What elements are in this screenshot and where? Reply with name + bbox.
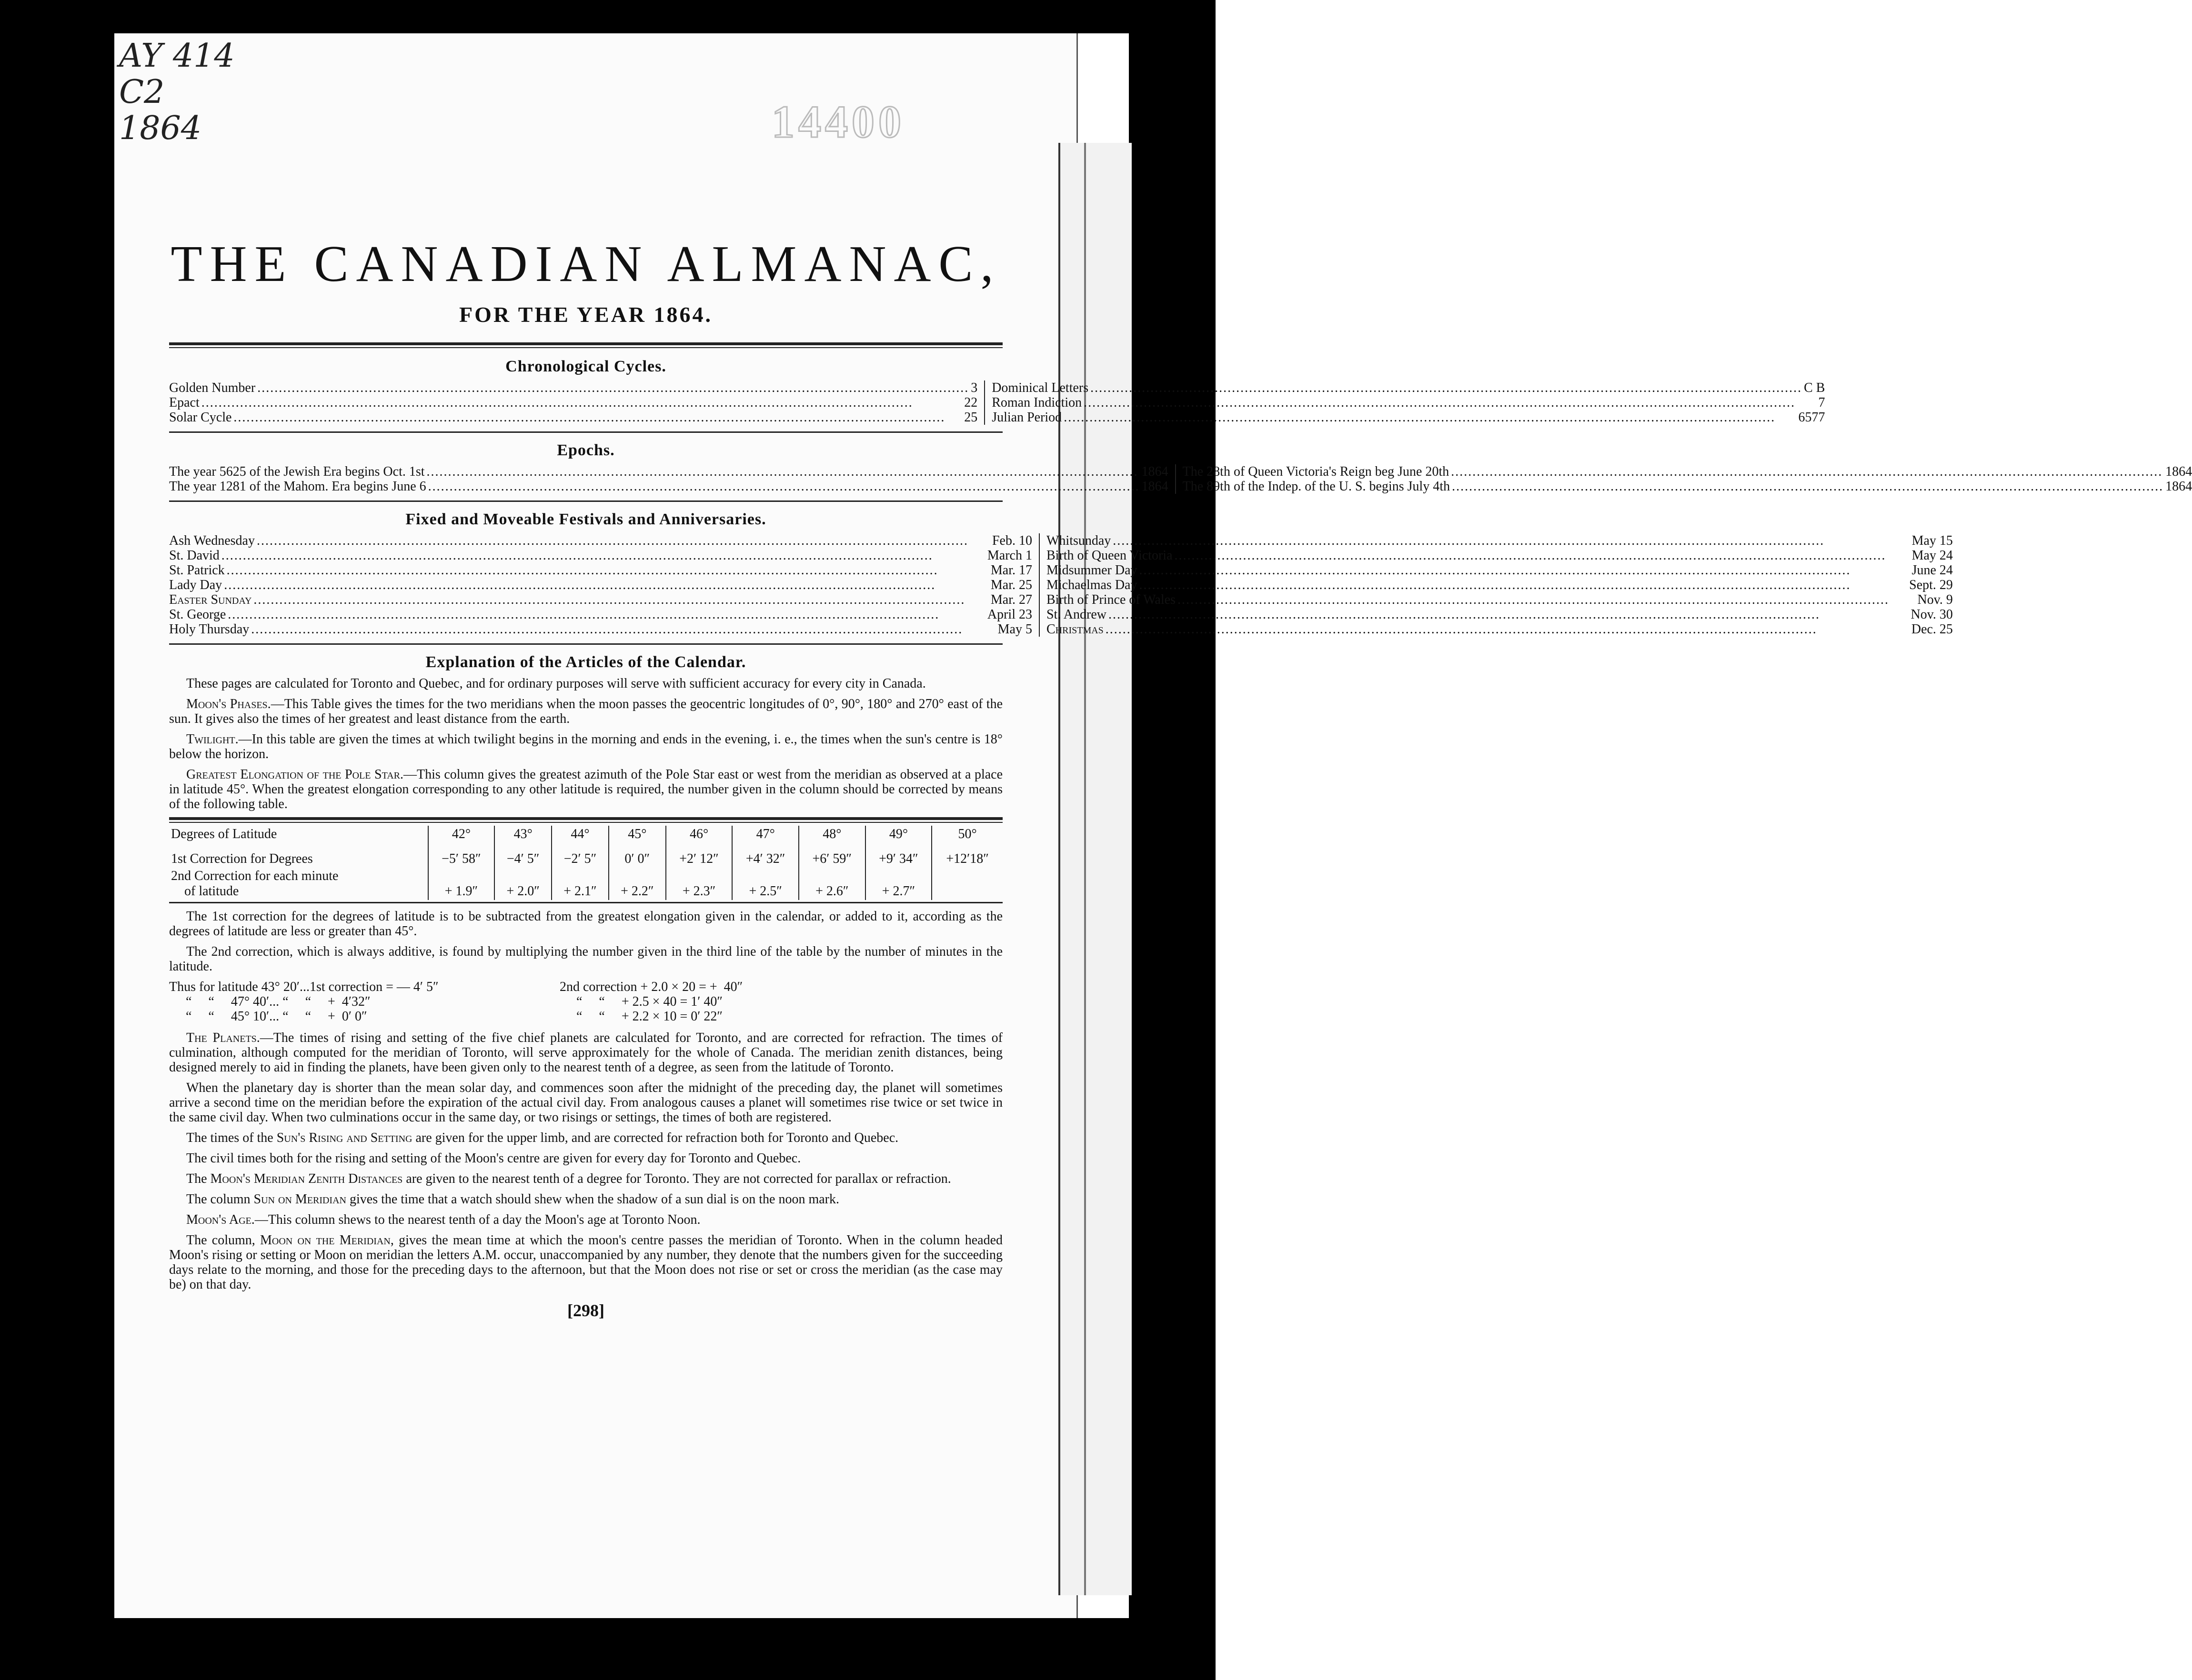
festival-date: Nov. 30 [1910, 607, 1953, 622]
cycle-value: 25 [964, 410, 978, 425]
festival-label: Whitsunday [1046, 533, 1111, 548]
moons-phases-text: —This Table gives the times for the two meridians when the moon passes the geocentric longitudes of 0°, 90°, 180° and 270° east of the sun. It gives also the times of her greatest and least distance from the earth. [169, 697, 1003, 726]
second-correction-cell: + 2.7″ [865, 868, 932, 900]
moon-on-meridian-paragraph [169, 1233, 1003, 1292]
cycles-left-column [169, 380, 985, 425]
text-fragment: —This column shews to the nearest tenth of a day the Moon's age at Toronto Noon. [254, 1212, 701, 1227]
festival-date: Mar. 27 [990, 592, 1032, 607]
double-rule [169, 342, 1003, 348]
epoch-value: 1864 [1141, 464, 1168, 479]
festival-date: June 24 [1911, 563, 1953, 578]
leader-dots [253, 592, 968, 607]
leader-dots [427, 464, 1140, 479]
text-fragment: are given for the upper limb, and are corrected for refraction both for Toronto and Quebec. [412, 1130, 899, 1145]
second-correction-cell: + 2.0″ [494, 868, 552, 900]
second-correction-cell [932, 868, 1003, 900]
leader-dots [1139, 563, 1889, 578]
leader-dots [221, 548, 968, 563]
festival-row [169, 622, 1032, 637]
leader-dots [1451, 464, 2163, 479]
second-correction-cell: + 2.2″ [609, 868, 666, 900]
first-correction-cell: 0′ 0″ [609, 850, 666, 868]
text-fragment: , gives the mean time at which the moon's centre passes the meridian of Toronto. When in the column headed Moon's rising or setting or Moon on meridian the letters A.M. occur, unaccompanied by any number, they denote that the numbers given for the succeeding days relate to the morning, and those for the preceding days to the afternoon, but that the Moon does not rise or set or cross the meridian (as the case may be) on that day. [169, 1233, 1003, 1292]
degree-cell: 42° [428, 826, 495, 850]
festival-row [169, 592, 1032, 607]
festival-label: Birth of Prince of Wales [1046, 592, 1176, 607]
cycle-value: 7 [1818, 395, 1825, 410]
first-correction-cell: −4′ 5″ [494, 850, 552, 868]
festival-label: Easter Sunday [169, 592, 252, 607]
leader-dots [233, 410, 962, 425]
epochs-right-column [1176, 464, 2192, 494]
cycle-value: 22 [964, 395, 978, 410]
first-correction-paragraph: The 1st correction for the degrees of latitude is to be subtracted from the greatest elongation given in the calendar, or added to it, according as the degrees of latitude are less or greater than 45°. [169, 909, 1003, 939]
first-correction-cell: +4′ 32″ [732, 850, 799, 868]
moons-phases-paragraph [169, 697, 1003, 726]
double-rule [169, 817, 1003, 823]
festival-date: Dec. 25 [1911, 622, 1953, 637]
festival-label: Lady Day [169, 578, 222, 592]
cycle-label: Epact [169, 395, 200, 410]
festival-label: Ash Wednesday [169, 533, 255, 548]
festival-row [169, 563, 1032, 578]
text-fragment: are given to the nearest tenth of a degree for Toronto. They are not corrected for parallax or refraction. [402, 1171, 951, 1186]
epoch-row [1183, 464, 2192, 479]
cycle-label: Roman Indiction [992, 395, 1082, 410]
table-row [169, 826, 1003, 850]
table-row [169, 850, 1003, 868]
epochs-heading: Epochs. [557, 441, 615, 459]
cycle-row [992, 410, 1825, 425]
festival-date: April 23 [987, 607, 1032, 622]
cycle-value: 6577 [1798, 410, 1825, 425]
epoch-row [169, 479, 1168, 494]
festivals-heading: Fixed and Moveable Festivals and Anniversaries. [405, 510, 766, 528]
cycle-label: Golden Number [169, 380, 256, 395]
cycle-label: Solar Cycle [169, 410, 232, 425]
moon-on-meridian-title: Moon on the Meridian [260, 1233, 391, 1248]
degree-cell: 46° [666, 826, 733, 850]
pole-star-text: —This column gives the greatest azimuth of the Pole Star east or west from the meridian as observed at a place in latitude 45°. When the greatest elongation corresponding to any other latitude is required, the number given in the column should be corrected by means of the following table. [169, 767, 1003, 811]
planets-paragraph [169, 1030, 1003, 1075]
first-correction-cell: +12′18″ [932, 850, 1003, 868]
leader-dots [1084, 395, 1816, 410]
second-correction-cell: + 2.6″ [799, 868, 865, 900]
epoch-value: 1864 [1141, 479, 1168, 494]
festival-date: Mar. 17 [990, 563, 1032, 578]
first-correction-cell: +2′ 12″ [666, 850, 733, 868]
leader-dots [428, 479, 1140, 494]
section-rule [169, 643, 1003, 645]
festival-row [1046, 533, 1953, 548]
cycles-heading: Chronological Cycles. [505, 358, 666, 375]
epoch-row [1183, 479, 2192, 494]
epochs-left-column [169, 464, 1176, 494]
degree-cell: 50° [932, 826, 1003, 850]
festival-label: Birth of Queen Victoria [1046, 548, 1173, 563]
festival-row [169, 548, 1032, 563]
cycle-row [169, 395, 977, 410]
degree-cell: 47° [732, 826, 799, 850]
handwriting-line-1: AY 414 [119, 37, 235, 75]
zenith-distance-title: Moon's Meridian Zenith Distances [210, 1171, 403, 1186]
film-border-right [1129, 0, 1216, 1680]
leader-dots [1106, 622, 1889, 637]
festival-date: March 1 [987, 548, 1032, 563]
text-fragment: The [186, 1171, 211, 1186]
table-row [169, 868, 1003, 900]
epochs-table [169, 464, 2192, 494]
epoch-value: 1864 [2165, 479, 2192, 494]
festival-row [1046, 622, 1953, 637]
planetary-day-paragraph: When the planetary day is shorter than the mean solar day, and commences soon after the midnight of the preceding day, the planet will sometimes arrive a second time on the meridian before the expiration of the actual civil day. From analogous causes a planet will sometimes rise twice or set twice in the same civil day. When two culminations occur in the same day, or two risings or settings, the times of both are registered. [169, 1080, 1003, 1125]
example-line [169, 1009, 1003, 1024]
festival-date: Mar. 25 [990, 578, 1032, 592]
festival-label: St. George [169, 607, 226, 622]
row-label-first-correction: 1st Correction for Degrees [171, 851, 313, 866]
sun-on-meridian-paragraph [169, 1192, 1003, 1207]
first-correction-cell: +6′ 59″ [799, 850, 865, 868]
row-label-line: of latitude [184, 884, 239, 899]
sun-rising-title: Sun's Rising and Setting [276, 1130, 412, 1145]
festival-row [1046, 548, 1953, 563]
degree-cell: 49° [865, 826, 932, 850]
festival-row [1046, 592, 1953, 607]
zenith-distance-paragraph [169, 1171, 1003, 1186]
first-correction-cell: +9′ 34″ [865, 850, 932, 868]
cycle-row [992, 395, 1825, 410]
section-rule [169, 431, 1003, 433]
festival-date: May 24 [1911, 548, 1953, 563]
festival-row [1046, 607, 1953, 622]
sun-on-meridian-title: Sun on Meridian [253, 1192, 346, 1207]
second-correction-cell: + 2.5″ [732, 868, 799, 900]
example-second: “ “ + 2.2 × 10 = 0′ 22″ [560, 1009, 723, 1024]
film-border-top [0, 0, 1216, 33]
cycle-row [169, 410, 977, 425]
first-correction-cell: −2′ 5″ [552, 850, 609, 868]
page-subtitle: FOR THE YEAR 1864. [459, 302, 713, 327]
correction-examples [169, 980, 1003, 1024]
festivals-right-column [1040, 533, 1953, 637]
text-fragment: gives the time that a watch should shew when the shadow of a sun dial is on the noon mark. [346, 1192, 839, 1207]
epoch-value: 1864 [2165, 464, 2192, 479]
example-first: “ “ 47° 40′... “ “ + 4′32″ [169, 994, 371, 1009]
pole-star-title: Greatest Elongation of the Pole Star. [186, 767, 403, 782]
festival-label: Michaelmas Day [1046, 578, 1137, 592]
section-rule [169, 500, 1003, 502]
page-title: THE CANADIAN ALMANAC, [171, 236, 1001, 292]
leader-dots [1177, 592, 1889, 607]
second-correction-cell: + 2.3″ [666, 868, 733, 900]
festivals-left-column [169, 533, 1040, 637]
second-correction-cell: + 2.1″ [552, 868, 609, 900]
epoch-row [169, 464, 1168, 479]
leader-dots [1139, 578, 1889, 592]
festival-label: Christmas [1046, 622, 1104, 637]
adjacent-page-edge [1058, 143, 1132, 1595]
degree-cell: 43° [494, 826, 552, 850]
row-label-second-correction [169, 868, 428, 900]
cycles-right-column [985, 380, 1825, 425]
page-content [169, 233, 2192, 1320]
degree-cell: 44° [552, 826, 609, 850]
cycle-row [992, 380, 1825, 395]
intro-paragraph: These pages are calculated for Toronto and Quebec, and for ordinary purposes will serve with sufficient accuracy for every city in Canada. [186, 676, 926, 691]
handwriting-line-3: 1864 [119, 110, 202, 147]
twilight-title: Twilight. [186, 732, 239, 747]
section-rule [169, 902, 1003, 903]
second-correction-paragraph: The 2nd correction, which is always additive, is found by multiplying the number given in the third line of the table by the number of minutes in the latitude. [169, 944, 1003, 974]
film-border-bottom [0, 1618, 1216, 1680]
leader-dots [1108, 607, 1889, 622]
handwriting-line-2: C2 [119, 73, 165, 111]
festival-date: Feb. 10 [992, 533, 1032, 548]
cycle-label: Julian Period [992, 410, 1062, 425]
moons-age-paragraph [169, 1212, 1003, 1227]
leader-dots [228, 607, 968, 622]
text-fragment: The column [186, 1192, 254, 1207]
leader-dots [257, 380, 969, 395]
festival-row [169, 578, 1032, 592]
example-line [169, 994, 1003, 1009]
explanation-heading: Explanation of the Articles of the Calendar. [425, 653, 746, 671]
leader-dots [1452, 479, 2163, 494]
festival-row [169, 607, 1032, 622]
epoch-label: The 28th of Queen Victoria's Reign beg June 20th [1182, 464, 1449, 479]
row-label-degrees: Degrees of Latitude [171, 827, 277, 841]
moon-rising-paragraph: The civil times both for the rising and setting of the Moon's centre are given for every day for Toronto and Quebec. [186, 1151, 801, 1166]
handwritten-call-number [119, 38, 300, 147]
cycle-label: Dominical Letters [992, 380, 1089, 395]
second-correction-cell: + 1.9″ [428, 868, 495, 900]
festival-row [1046, 563, 1953, 578]
leader-dots [1175, 548, 1889, 563]
page-number: [298] [567, 1301, 604, 1320]
text-fragment: The times of the [186, 1130, 277, 1145]
festival-date: May 15 [1911, 533, 1953, 548]
leader-dots [1113, 533, 1889, 548]
epoch-label: The year 1281 of the Mahom. Era begins June 6 [169, 479, 426, 494]
sun-rising-paragraph [169, 1130, 1003, 1145]
leader-dots [227, 563, 968, 578]
example-first: “ “ 45° 10′... “ “ + 0′ 0″ [169, 1009, 367, 1024]
example-first: Thus for latitude 43° 20′...1st correction = — 4′ 5″ [169, 980, 439, 994]
leader-dots [1090, 380, 1802, 395]
example-line [169, 980, 1003, 994]
cycles-table [169, 380, 1825, 425]
festivals-table [169, 533, 1953, 637]
cycle-value: 3 [971, 380, 978, 395]
first-correction-cell: −5′ 58″ [428, 850, 495, 868]
epoch-label: The year 5625 of the Jewish Era begins Oct. 1st [169, 464, 425, 479]
epoch-label: The 89th of the Indep. of the U. S. begins July 4th [1182, 479, 1450, 494]
festival-row [169, 533, 1032, 548]
example-second: “ “ + 2.5 × 40 = 1′ 40″ [560, 994, 723, 1009]
page-fold-line [1084, 143, 1086, 1595]
row-label-line: 2nd Correction for each minute [171, 869, 339, 883]
leader-dots [251, 622, 968, 637]
planets-title: The Planets. [186, 1030, 260, 1045]
cycle-value: C B [1804, 380, 1825, 395]
text-fragment: The column, [186, 1233, 260, 1248]
degree-cell: 48° [799, 826, 865, 850]
degree-cell: 45° [609, 826, 666, 850]
moons-phases-title: Moon's Phases. [186, 697, 271, 711]
cycle-row [169, 380, 977, 395]
festival-label: Midsummer Day [1046, 563, 1137, 578]
festival-date: Sept. 29 [1909, 578, 1953, 592]
leader-dots [224, 578, 968, 592]
leader-dots [1064, 410, 1796, 425]
festival-date: May 5 [997, 622, 1032, 637]
moons-age-title: Moon's Age. [186, 1212, 255, 1227]
leader-dots [201, 395, 962, 410]
latitude-correction-table [169, 826, 1003, 900]
accession-stamp: 14400 [772, 96, 905, 147]
festival-label: St. Andrew [1046, 607, 1106, 622]
festival-date: Nov. 9 [1917, 592, 1953, 607]
pole-star-paragraph [169, 767, 1003, 811]
twilight-paragraph [169, 732, 1003, 761]
example-second: 2nd correction + 2.0 × 20 = + 40″ [560, 980, 743, 994]
festival-row [1046, 578, 1953, 592]
festival-label: St. David [169, 548, 220, 563]
festival-label: St. Patrick [169, 563, 225, 578]
twilight-text: —In this table are given the times at which twilight begins in the morning and ends in the evening, i. e., the times when the sun's centre is 18° below the horizon. [169, 732, 1003, 761]
leader-dots [257, 533, 968, 548]
festival-label: Holy Thursday [169, 622, 250, 637]
film-border-left [0, 0, 114, 1680]
planets-text: —The times of rising and setting of the five chief planets are calculated for Toronto, and are corrected for refraction. The times of culmination, although computed for the meridian of Toronto, will serve approximately for the whole of Canada. The meridian zenith distances, being designed merely to aid in finding the planets, have been given only to the nearest tenth of a degree, as seen from the latitude of Toronto. [169, 1030, 1003, 1075]
